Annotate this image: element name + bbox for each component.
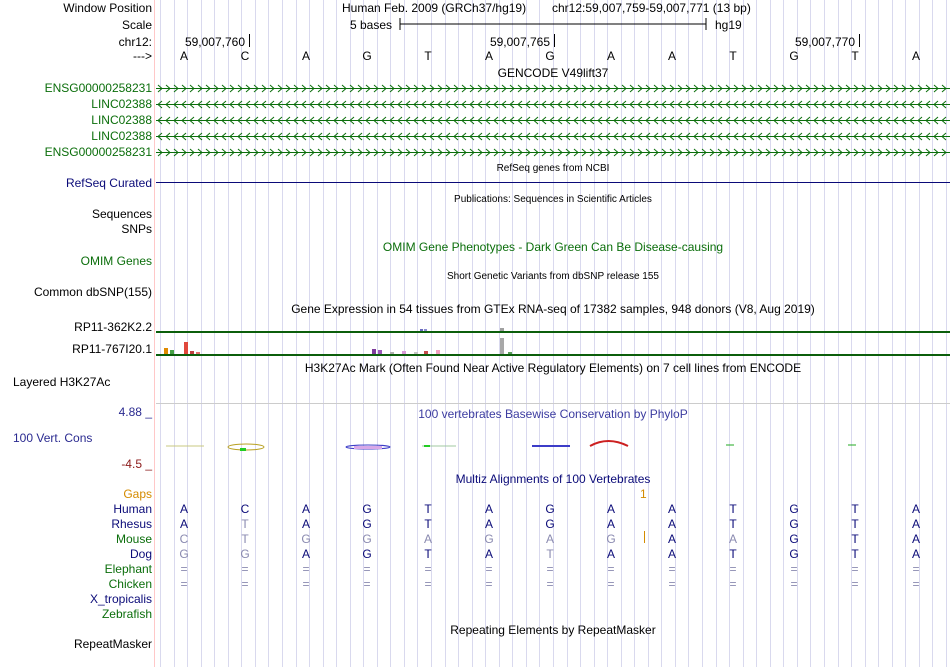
publications-title[interactable]: Publications: Sequences in Scientific Articles — [454, 194, 652, 205]
window-position-label: Window Position — [63, 1, 152, 15]
reference-base: G — [545, 49, 555, 63]
gencode-gene-label[interactable]: LINC02388 — [91, 97, 152, 111]
reference-base: G — [789, 49, 799, 63]
ruler-tick-label: 59,007,765 — [489, 35, 550, 49]
species-label[interactable]: Rhesus — [111, 517, 152, 531]
alignment-base: = — [180, 577, 188, 591]
alignment-base: G — [789, 532, 799, 546]
reference-base: T — [424, 49, 432, 63]
alignment-base: G — [301, 532, 311, 546]
gtex-bars — [156, 326, 950, 358]
ruler-tick-mark — [249, 34, 250, 47]
species-label[interactable]: Human — [113, 502, 152, 516]
alignment-base: = — [546, 577, 554, 591]
scale-label: Scale — [121, 18, 152, 32]
snps-label[interactable]: SNPs — [121, 222, 152, 236]
alignment-base: A — [301, 502, 310, 516]
alignment-base: = — [851, 577, 859, 591]
phylop-plot — [156, 436, 950, 456]
assembly-name: Human Feb. 2009 (GRCh37/hg19) — [342, 1, 527, 15]
alignment-base: = — [363, 562, 371, 576]
gencode-gene-line[interactable] — [156, 148, 950, 157]
omim-title[interactable]: OMIM Gene Phenotypes - Dark Green Can Be Disease-causing — [382, 240, 724, 254]
repeatmasker-label[interactable]: RepeatMasker — [73, 637, 152, 651]
scale-bar — [398, 16, 710, 32]
gencode-gene-line[interactable] — [156, 116, 950, 125]
species-label[interactable]: Mouse — [115, 532, 152, 546]
alignment-base: G — [545, 517, 555, 531]
alignment-base: T — [851, 532, 859, 546]
alignment-base: G — [606, 532, 616, 546]
alignment-base: T — [424, 502, 432, 516]
alignment-base: = — [241, 577, 249, 591]
alignment-base: T — [729, 517, 737, 531]
gencode-gene-label[interactable]: ENSG00000258231 — [44, 145, 152, 159]
reference-base: T — [851, 49, 859, 63]
dbsnp-title[interactable]: Short Genetic Variants from dbSNP release 155 — [447, 271, 659, 282]
alignment-base: A — [606, 502, 615, 516]
reference-base: A — [179, 49, 188, 63]
alignment-base: T — [546, 547, 554, 561]
alignment-base: A — [606, 517, 615, 531]
alignment-base: = — [607, 562, 615, 576]
alignment-base: A — [728, 532, 737, 546]
phylop-min: -4.5 _ — [121, 457, 152, 471]
alignment-base: G — [789, 517, 799, 531]
refseq-label[interactable]: RefSeq Curated — [65, 176, 152, 190]
ruler-tick-mark — [554, 34, 555, 47]
gencode-gene-label[interactable]: LINC02388 — [91, 129, 152, 143]
species-label[interactable]: X_tropicalis — [89, 592, 152, 606]
alignment-base: = — [912, 562, 920, 576]
alignment-base: T — [729, 547, 737, 561]
reference-base: A — [667, 49, 676, 63]
gencode-gene-label[interactable]: LINC02388 — [91, 113, 152, 127]
reference-base: G — [362, 49, 372, 63]
gencode-gene-line[interactable] — [156, 84, 950, 93]
alignment-base: A — [179, 502, 188, 516]
alignment-base: = — [363, 577, 371, 591]
phylop-label[interactable]: 100 Vert. Cons — [13, 431, 93, 445]
omim-label[interactable]: OMIM Genes — [80, 254, 152, 268]
h3k27ac-baseline — [156, 403, 950, 404]
reference-base: A — [911, 49, 920, 63]
gtex-gene-2[interactable]: RP11-767I20.1 — [72, 342, 152, 356]
alignment-base: G — [362, 517, 372, 531]
alignment-base: A — [179, 517, 188, 531]
alignment-base: C — [179, 532, 189, 546]
alignment-base: A — [911, 547, 920, 561]
refseq-title[interactable]: RefSeq genes from NCBI — [496, 163, 610, 174]
alignment-base: = — [668, 577, 676, 591]
alignment-base: G — [362, 502, 372, 516]
alignment-base: A — [911, 517, 920, 531]
alignment-base: G — [362, 547, 372, 561]
ruler-arrow: ---> — [133, 49, 152, 63]
gap-marker — [644, 531, 645, 543]
alignment-base: A — [667, 502, 676, 516]
reference-base: A — [301, 49, 310, 63]
alignment-base: = — [302, 562, 310, 576]
multiz-title[interactable]: Multiz Alignments of 100 Vertebrates — [455, 472, 651, 486]
species-label[interactable]: Zebrafish — [101, 607, 152, 621]
alignment-base: A — [911, 532, 920, 546]
alignment-base: A — [667, 532, 676, 546]
alignment-base: T — [424, 517, 432, 531]
ruler-tick-mark — [859, 34, 860, 47]
alignment-base: T — [424, 547, 432, 561]
alignment-base: A — [484, 517, 493, 531]
reference-base: C — [240, 49, 250, 63]
scale-db: hg19 — [715, 18, 742, 32]
alignment-base: = — [241, 562, 249, 576]
reference-base: A — [606, 49, 615, 63]
h3k27ac-label[interactable]: Layered H3K27Ac — [13, 375, 111, 389]
alignment-base: G — [484, 532, 494, 546]
alignment-base: G — [362, 532, 372, 546]
alignment-base: = — [424, 577, 432, 591]
alignment-base: = — [302, 577, 310, 591]
alignment-base: T — [851, 547, 859, 561]
species-label[interactable]: Dog — [129, 547, 152, 561]
alignment-base: A — [667, 547, 676, 561]
reference-base: A — [484, 49, 493, 63]
alignment-base: C — [240, 502, 250, 516]
alignment-base: = — [424, 562, 432, 576]
alignment-base: T — [241, 517, 249, 531]
gap-count: 1 — [640, 487, 647, 501]
ruler-tick-label: 59,007,760 — [184, 35, 245, 49]
alignment-base: = — [851, 562, 859, 576]
gtex-title[interactable]: Gene Expression in 54 tissues from GTEx RNA-seq of 17382 samples, 948 donors (V8, Aug 2019) — [291, 302, 815, 316]
dbsnp-label[interactable]: Common dbSNP(155) — [33, 285, 152, 299]
alignment-base: T — [241, 532, 249, 546]
alignment-base: = — [668, 562, 676, 576]
phylop-title[interactable]: 100 vertebrates Basewise Conservation by PhyloP — [418, 407, 688, 421]
species-label[interactable]: Chicken — [108, 577, 152, 591]
alignment-base: G — [240, 547, 250, 561]
alignment-base: = — [729, 562, 737, 576]
alignment-base: A — [545, 532, 554, 546]
alignment-base: A — [606, 547, 615, 561]
gtex-gene-1[interactable]: RP11-362K2.2 — [74, 320, 152, 334]
alignment-base: G — [545, 502, 555, 516]
ruler-chrom-label: chr12: — [118, 35, 152, 49]
scale-size: 5 bases — [350, 18, 393, 32]
alignment-base: T — [729, 502, 737, 516]
alignment-base: A — [667, 517, 676, 531]
alignment-base: T — [851, 517, 859, 531]
alignment-base: A — [484, 502, 493, 516]
alignment-base: A — [423, 532, 432, 546]
alignment-base: = — [546, 562, 554, 576]
gencode-gene-line[interactable] — [156, 132, 950, 141]
alignment-base: = — [607, 577, 615, 591]
alignment-base: A — [911, 502, 920, 516]
alignment-base: A — [484, 547, 493, 561]
sequences-label[interactable]: Sequences — [91, 207, 152, 221]
alignment-base: T — [851, 502, 859, 516]
gencode-title[interactable]: GENCODE V49lift37 — [497, 66, 609, 80]
h3k27ac-title[interactable]: H3K27Ac Mark (Often Found Near Active Regulatory Elements) on 7 cell lines from ENCODE — [304, 361, 802, 375]
alignment-base: G — [789, 547, 799, 561]
alignment-base: A — [301, 547, 310, 561]
alignment-base: = — [729, 577, 737, 591]
alignment-base: = — [485, 577, 493, 591]
gencode-gene-label[interactable]: ENSG00000258231 — [44, 81, 152, 95]
alignment-base: = — [180, 562, 188, 576]
refseq-gene-line[interactable] — [156, 182, 950, 183]
reference-base: T — [729, 49, 737, 63]
alignment-base: = — [790, 577, 798, 591]
alignment-base: = — [912, 577, 920, 591]
alignment-base: G — [789, 502, 799, 516]
alignment-base: G — [179, 547, 189, 561]
phylop-max: 4.88 _ — [118, 405, 152, 419]
alignment-base: A — [301, 517, 310, 531]
position-range[interactable]: chr12:59,007,759-59,007,771 (13 bp) — [552, 1, 751, 15]
alignment-base: = — [790, 562, 798, 576]
repeatmasker-title[interactable]: Repeating Elements by RepeatMasker — [450, 623, 656, 637]
species-label[interactable]: Elephant — [104, 562, 152, 576]
gaps-label[interactable]: Gaps — [123, 487, 152, 501]
label-divider — [154, 0, 155, 667]
ruler-tick-label: 59,007,770 — [794, 35, 855, 49]
gencode-gene-line[interactable] — [156, 100, 950, 109]
alignment-base: = — [485, 562, 493, 576]
